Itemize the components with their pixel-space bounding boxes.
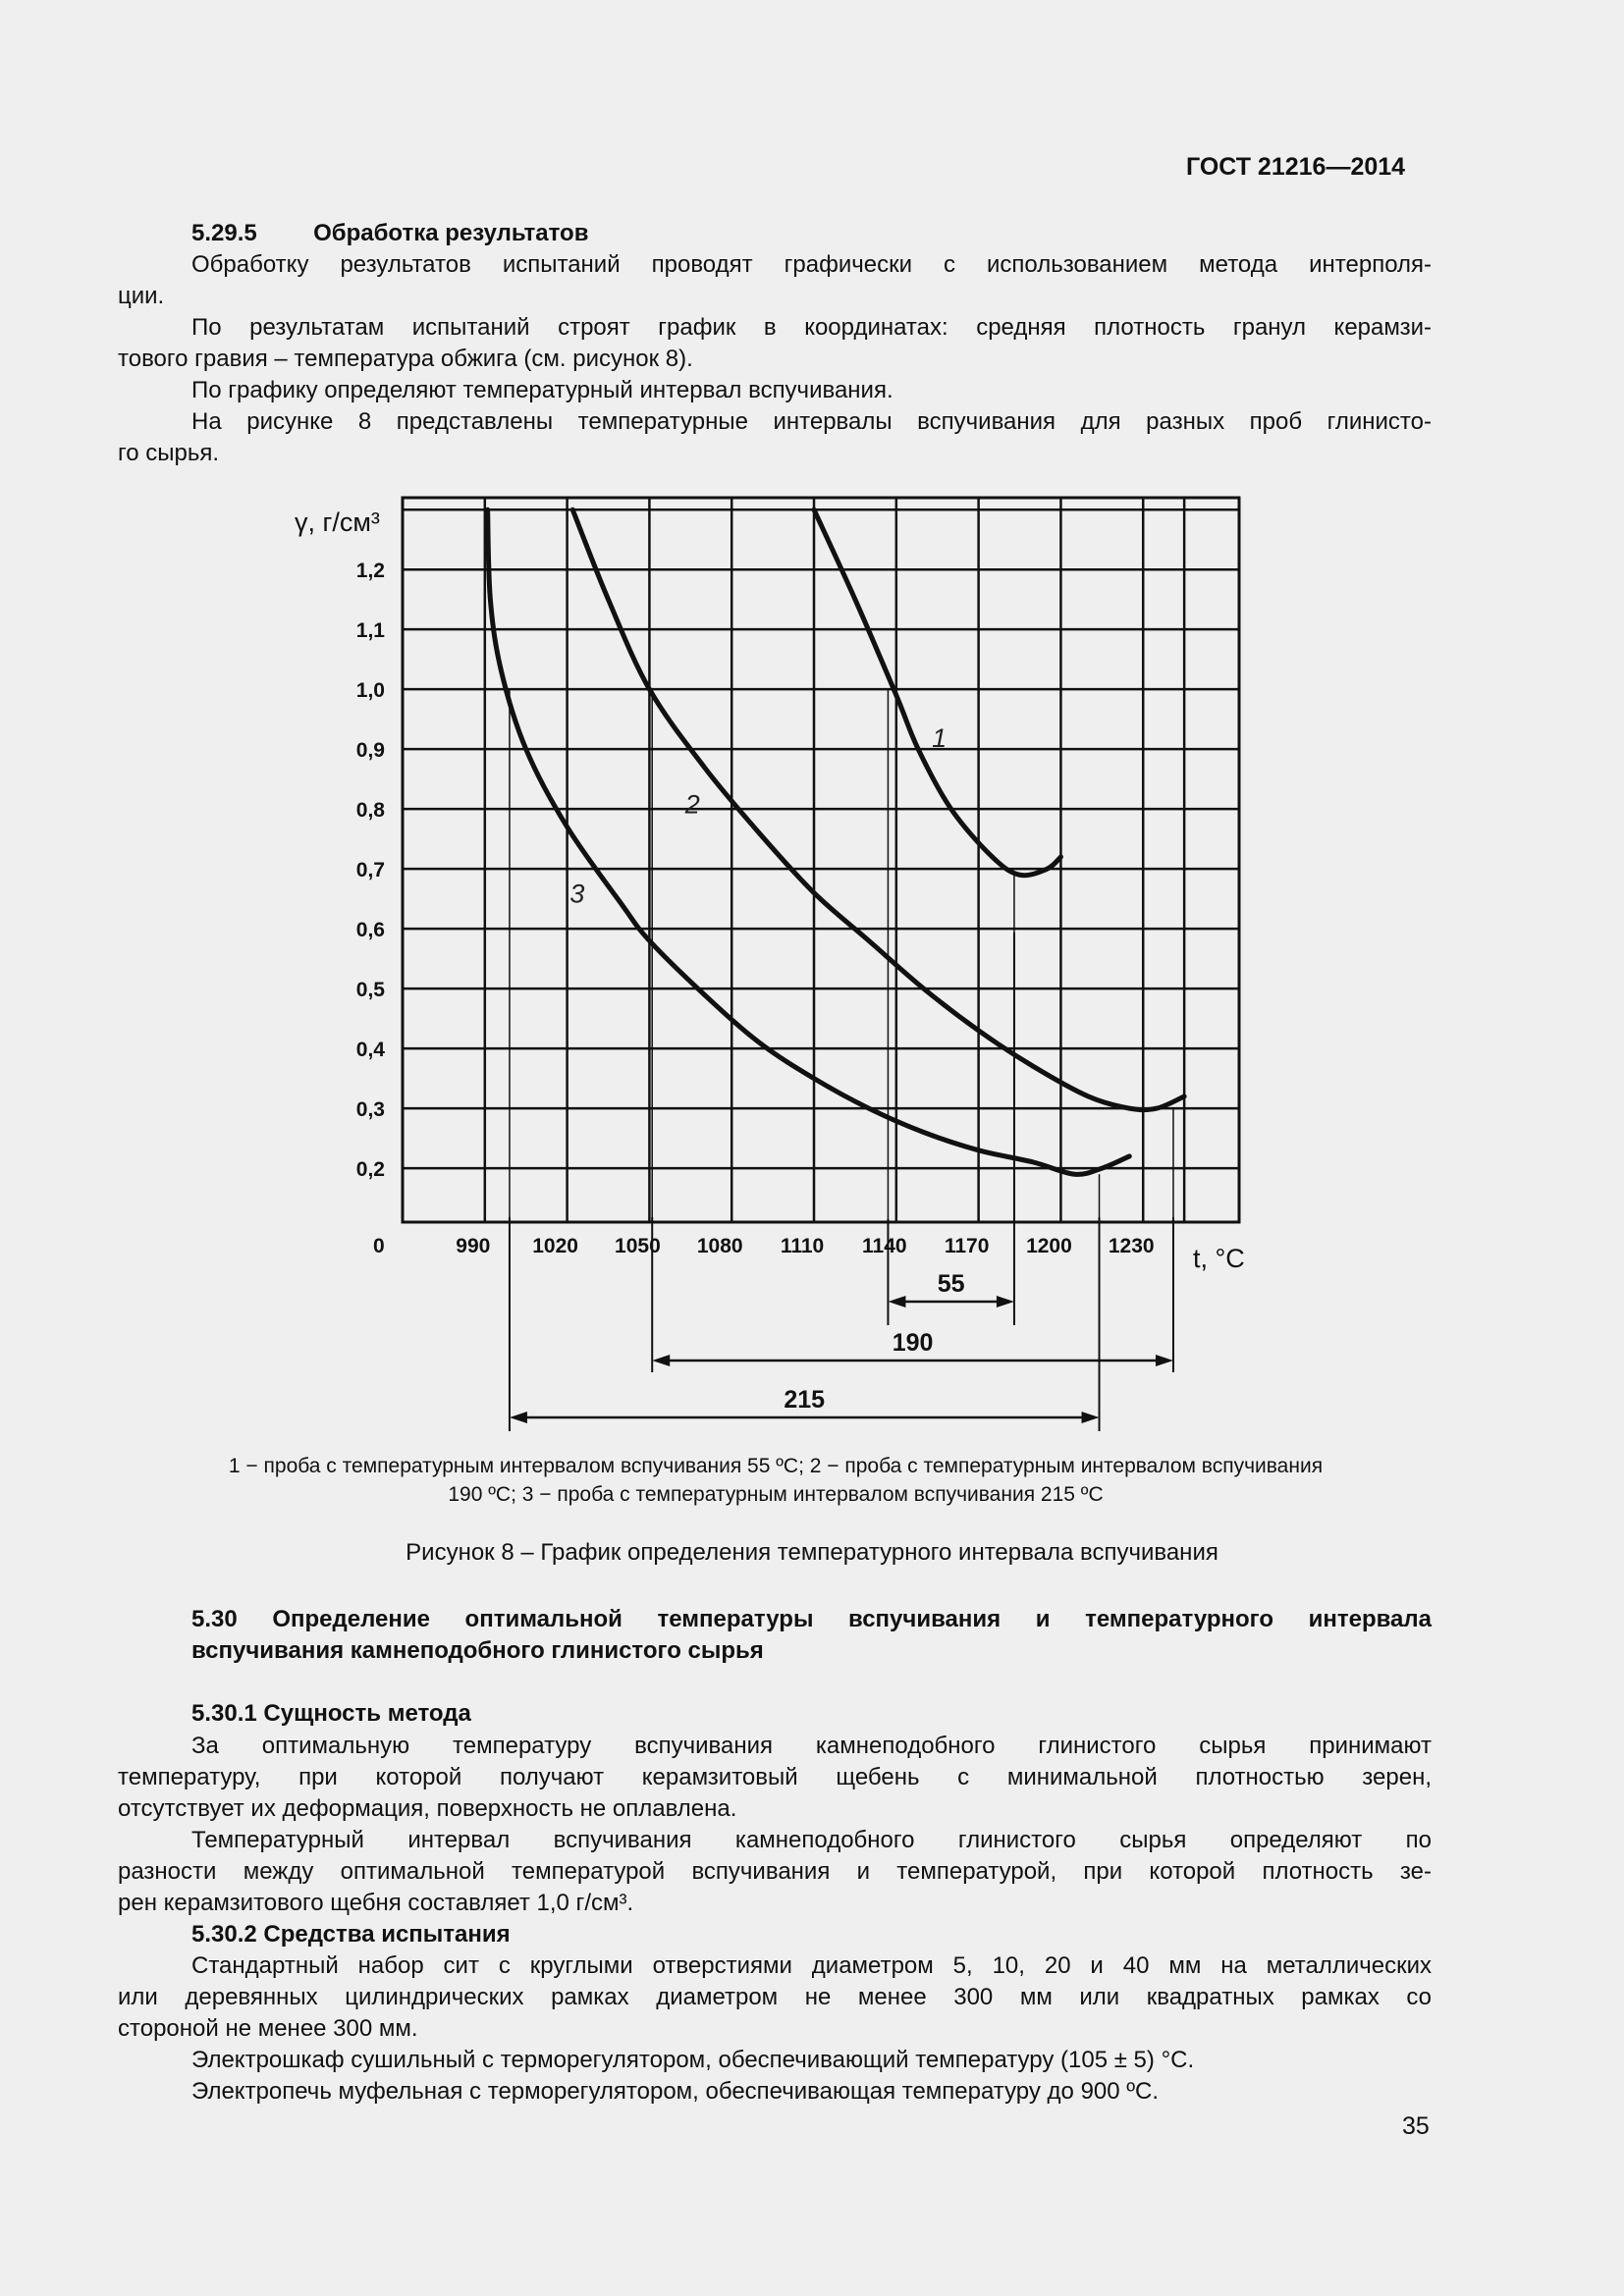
paragraph-line: стороной не менее 300 мм. bbox=[118, 2015, 418, 2042]
curve-3 bbox=[488, 509, 1130, 1174]
x-axis-label: t, °C bbox=[1193, 1244, 1245, 1273]
curve-1 bbox=[814, 509, 1060, 876]
arrow-left bbox=[652, 1355, 670, 1366]
x-tick-label: 1230 bbox=[1108, 1235, 1155, 1257]
arrow-right bbox=[997, 1296, 1014, 1308]
section-number: 5.29.5 bbox=[191, 220, 257, 246]
y-tick-label: 1,2 bbox=[355, 560, 385, 583]
paragraph-line: По графику определяют температурный интервал вспучивания. bbox=[191, 377, 893, 403]
y-tick-label: 0,8 bbox=[355, 799, 385, 823]
y-tick-label: 0,3 bbox=[355, 1098, 385, 1122]
paragraph-line: Электропечь муфельная с терморегулятором, обеспечивающая температуру до 900 ºС. bbox=[191, 2078, 1160, 2105]
interval-label: 215 bbox=[784, 1386, 826, 1414]
x-tick-label: 990 bbox=[456, 1235, 491, 1257]
x-tick-label: 1110 bbox=[780, 1235, 825, 1257]
paragraph-line: Температурный интервал вспучивания камнеподобного глинистого сырья определяют по bbox=[191, 1827, 1432, 1853]
y-tick-labels bbox=[356, 560, 386, 1181]
document-code: ГОСТ 21216—2014 bbox=[1186, 153, 1406, 181]
paragraph-line: За оптимальную температуру вспучивания камнеподобного глинистого сырья принимают bbox=[191, 1733, 1432, 1759]
x-tick-label: 1080 bbox=[696, 1235, 743, 1257]
y-tick-label: 0,9 bbox=[355, 739, 385, 763]
grid-horizontal bbox=[403, 509, 1239, 1168]
arrow-left bbox=[888, 1296, 905, 1308]
x-tick-label: 1200 bbox=[1026, 1235, 1072, 1257]
curve-label-1: 1 bbox=[932, 723, 947, 754]
section-heading-5-30-cont: вспучивания камнеподобного глинистого сырья bbox=[191, 1637, 764, 1664]
interval-label: 55 bbox=[937, 1270, 965, 1298]
arrow-right bbox=[1082, 1412, 1100, 1423]
y-tick-label: 1,1 bbox=[355, 619, 385, 643]
curve-label-3: 3 bbox=[569, 879, 585, 909]
arrow-left bbox=[510, 1412, 527, 1423]
x-tick-label: 1170 bbox=[944, 1235, 990, 1257]
origin-label: 0 bbox=[373, 1235, 385, 1257]
y-axis-label: γ, г/см³ bbox=[295, 507, 380, 537]
curves bbox=[488, 509, 1185, 1174]
paragraph-line: или деревянных цилиндрических рамках диаметром не менее 300 мм или квадратных рамках со bbox=[118, 1984, 1432, 2010]
x-tick-label: 1140 bbox=[862, 1235, 907, 1257]
subsection-heading-5-30-1: 5.30.1 Сущность метода bbox=[191, 1700, 471, 1727]
paragraph-line: Обработку результатов испытаний проводят графически с использованием метода интерполя- bbox=[191, 251, 1432, 278]
paragraph-line: разности между оптимальной температурой вспучивания и температурой, при которой плотность зе- bbox=[118, 1858, 1432, 1885]
plot-frame bbox=[403, 498, 1239, 1222]
y-tick-label: 1,0 bbox=[355, 679, 385, 703]
page-number: 35 bbox=[1402, 2112, 1430, 2140]
y-tick-label: 0,5 bbox=[355, 979, 385, 1002]
interval-label: 190 bbox=[892, 1329, 934, 1357]
paragraph-line: Электрошкаф сушильный с терморегулятором, обеспечивающий температуру (105 ± 5) °С. bbox=[191, 2047, 1195, 2073]
y-tick-label: 0,6 bbox=[355, 919, 385, 942]
section-heading-5-30: 5.30 Определение оптимальной температуры вспучивания и температурного интервала bbox=[191, 1606, 1432, 1632]
paragraph-line: На рисунке 8 представлены температурные интервалы вспучивания для разных проб глинисто- bbox=[191, 408, 1432, 435]
section-title: Обработка результатов bbox=[313, 220, 589, 246]
paragraph-line: го сырья. bbox=[118, 440, 220, 466]
y-tick-label: 0,7 bbox=[355, 859, 385, 882]
y-tick-label: 0,2 bbox=[355, 1158, 385, 1182]
paragraph-line: тового гравия – температура обжига (см. рисунок 8). bbox=[118, 346, 693, 372]
paragraph-line: ции. bbox=[118, 283, 165, 309]
paragraph-line: температуру, при которой получают керамзитовый щебень с минимальной плотностью зерен, bbox=[118, 1764, 1432, 1790]
paragraph-line: рен керамзитового щебня составляет 1,0 г/см³. bbox=[118, 1890, 634, 1916]
y-tick-label: 0,4 bbox=[355, 1039, 385, 1062]
paragraph-line: По результатам испытаний строят график в координатах: средняя плотность гранул керамзи- bbox=[191, 314, 1432, 341]
figure-note-line: 190 ºC; 3 − проба с температурным интервалом вспучивания 215 ºC bbox=[448, 1483, 1104, 1506]
x-tick-label: 1020 bbox=[532, 1235, 578, 1257]
x-tick-labels bbox=[456, 1235, 1154, 1257]
curve-label-2: 2 bbox=[684, 789, 700, 820]
figure-title: Рисунок 8 – График определения температурного интервала вспучивания bbox=[406, 1539, 1218, 1566]
interval-dimensions bbox=[510, 689, 1173, 1431]
paragraph-line: отсутствует их деформация, поверхность не оплавлена. bbox=[118, 1795, 737, 1822]
x-tick-label: 1050 bbox=[615, 1235, 661, 1257]
figure-note-line: 1 − проба с температурным интервалом вспучивания 55 ºC; 2 − проба с температурным интервалом вспучивания bbox=[228, 1455, 1324, 1477]
arrow-right bbox=[1156, 1355, 1173, 1366]
subsection-heading-5-30-2: 5.30.2 Средства испытания bbox=[191, 1921, 511, 1948]
paragraph-line: Стандартный набор сит с круглыми отверстиями диаметром 5, 10, 20 и 40 мм на металлических bbox=[191, 1952, 1432, 1979]
